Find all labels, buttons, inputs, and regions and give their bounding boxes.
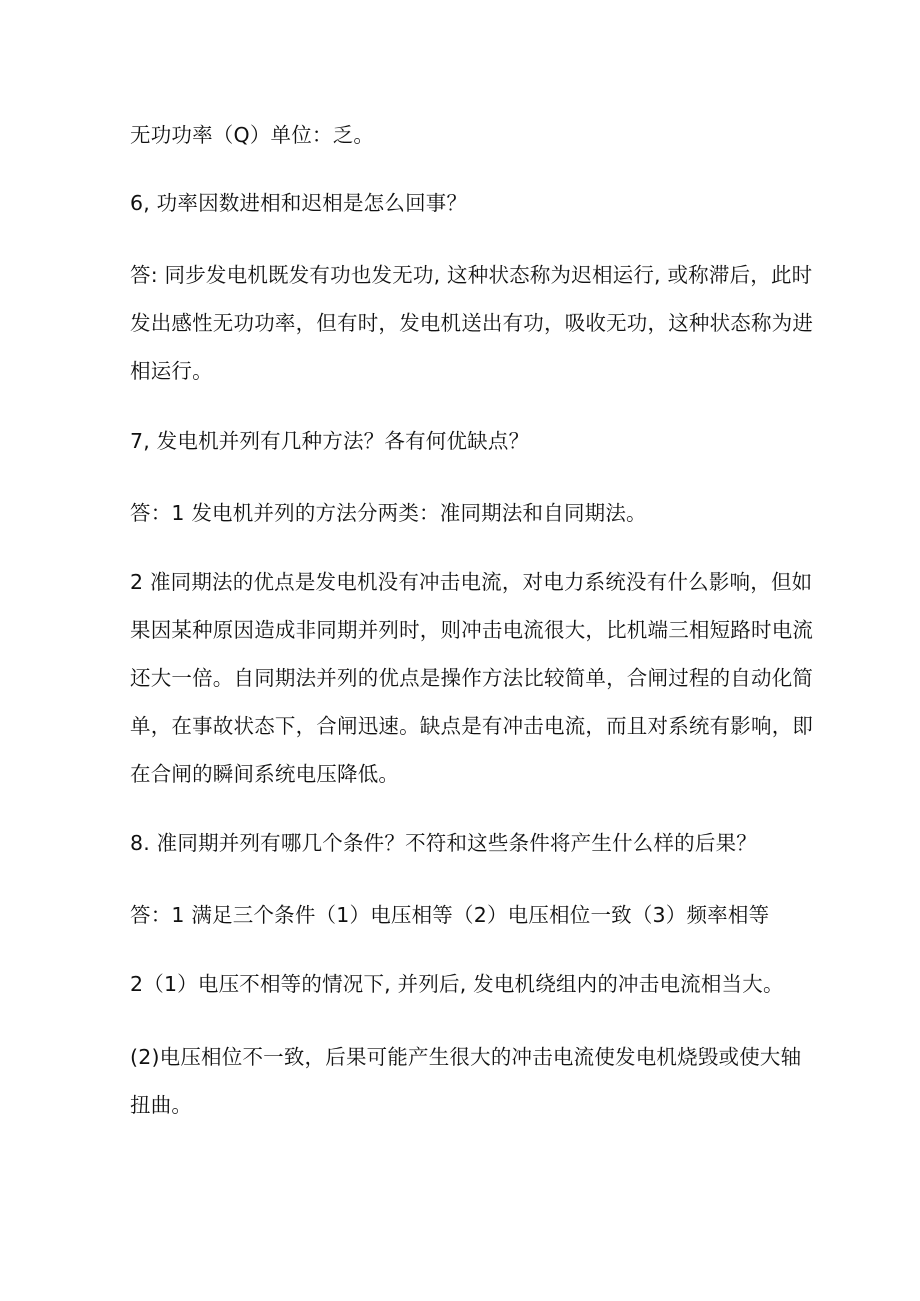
answer-8-part-2-1 bbox=[130, 960, 810, 1008]
answer-8-part-1 bbox=[130, 891, 810, 939]
text-line: 在合闸的瞬间系统电压降低。 bbox=[130, 762, 400, 786]
answer-8-part-2-2 bbox=[130, 1033, 810, 1129]
question-8 bbox=[130, 819, 810, 867]
text-line: 果因某种原因造成非同期并列时，则冲击电流很大，比机端三相短路时电流 bbox=[130, 618, 814, 642]
text-line: 7, 发电机并列有几种方法？各有何优缺点？ bbox=[130, 429, 530, 453]
text-line: 2 准同期法的优点是发电机没有冲击电流，对电力系统没有什么影响，但如 bbox=[130, 570, 813, 594]
answer-7-part-1 bbox=[130, 489, 810, 537]
text-line: (2)电压相位不一致，后果可能产生很大的冲击电流使发电机烧毁或使大轴 bbox=[130, 1045, 802, 1069]
text-line: 发出感性无功功率，但有时，发电机送出有功，吸收无功，这种状态称为进 bbox=[130, 311, 814, 335]
text-line: 8. 准同期并列有哪几个条件？不符和这些条件将产生什么样的后果？ bbox=[130, 831, 757, 855]
text-line: 答：1 发电机并列的方法分两类：准同期法和自同期法。 bbox=[130, 501, 647, 525]
question-7 bbox=[130, 417, 810, 465]
text-line: 2（1）电压不相等的情况下, 并列后, 发电机绕组内的冲击电流相当大。 bbox=[130, 972, 784, 996]
text-line: 相运行。 bbox=[130, 359, 213, 383]
answer-6 bbox=[130, 251, 814, 395]
answer-7-part-2 bbox=[130, 558, 814, 798]
question-6 bbox=[130, 179, 810, 227]
paragraph-reactive-power-unit bbox=[130, 111, 810, 159]
text-line: 单，在事故状态下，合闸迅速。缺点是有冲击电流，而且对系统有影响，即 bbox=[130, 714, 814, 738]
text-line: 无功功率（Q）单位：乏。 bbox=[130, 123, 375, 147]
text-line: 6, 功率因数进相和迟相是怎么回事？ bbox=[130, 191, 468, 215]
text-line: 还大一倍。自同期法并列的优点是操作方法比较简单，合闸过程的自动化简 bbox=[130, 666, 814, 690]
text-line: 答：1 满足三个条件（1）电压相等（2）电压相位一致（3）频率相等 bbox=[130, 903, 770, 927]
text-line: 扭曲。 bbox=[130, 1093, 193, 1117]
text-line: 答: 同步发电机既发有功也发无功, 这种状态称为迟相运行, 或称滞后，此时 bbox=[130, 263, 813, 287]
